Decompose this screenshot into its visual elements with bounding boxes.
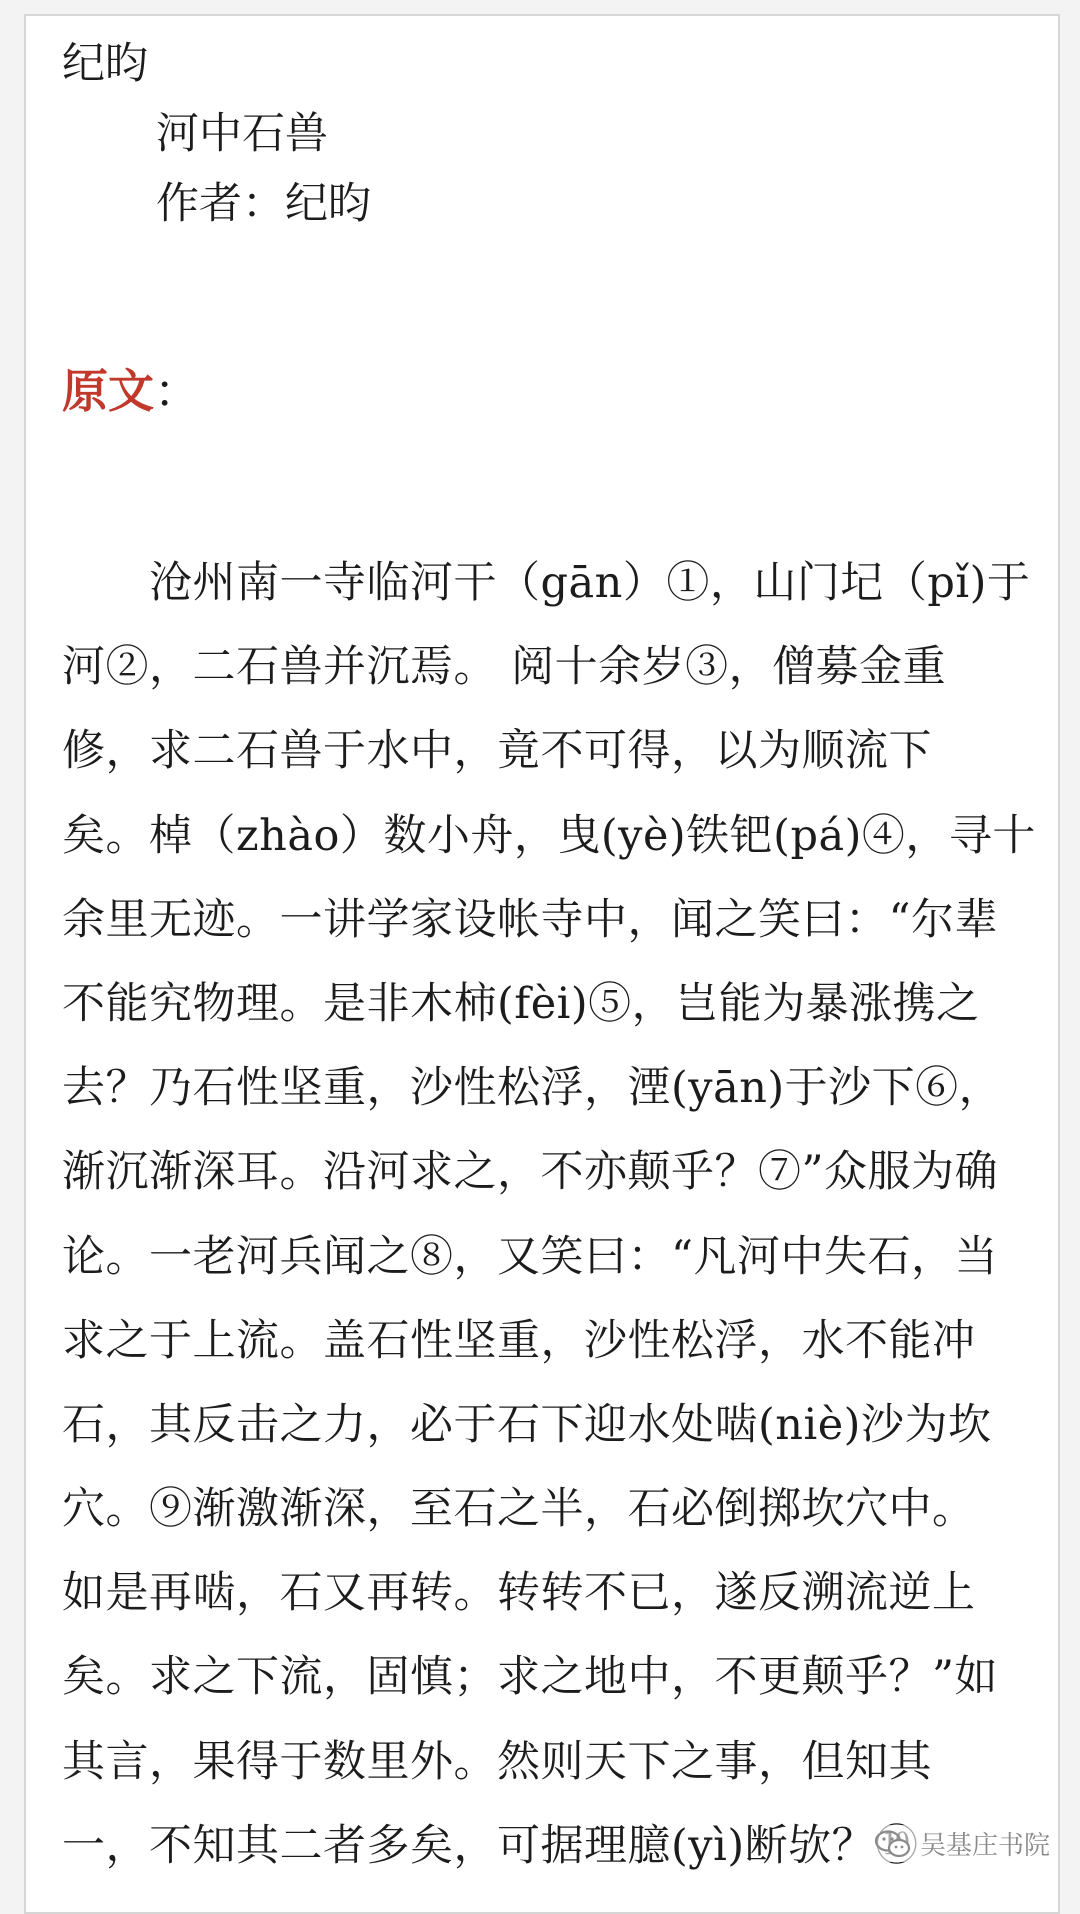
author-line: 作者：纪昀 [156, 174, 371, 234]
watermark [874, 1825, 1050, 1862]
section-heading [62, 361, 200, 421]
text-line: 论。一老河兵闻之⑧，又笑曰：“凡河中失石，当 [62, 1215, 1062, 1299]
original-text [62, 541, 1062, 1888]
watermark-text: 吴基庄书院 [920, 1825, 1050, 1862]
text-line: 穴。⑨渐激渐深，至石之半，石必倒掷坎穴中。 [62, 1467, 1062, 1551]
text-line: 石，其反击之力，必于石下迎水处啮(niè)沙为坎 [62, 1383, 1062, 1467]
text-line: 余里无迹。一讲学家设帐寺中，闻之笑曰：“尔辈 [62, 878, 1062, 962]
text-line: 矣。棹（zhào）数小舟，曳(yè)铁钯(pá)④，寻十 [62, 794, 1062, 878]
text-line: 去？乃石性坚重，沙性松浮，湮(yān)于沙下⑥， [62, 1046, 1062, 1130]
text-line: 河②，二石兽并沉焉。 阅十余岁③，僧募金重 [62, 625, 1062, 709]
section-colon: ： [154, 364, 200, 418]
text-line: 不能究物理。是非木柿(fèi)⑤，岂能为暴涨携之 [62, 962, 1062, 1046]
text-line: 一，不知其二者多矣，可据理臆(yì)断欤？⑩ [62, 1804, 1062, 1888]
text-line: 求之于上流。盖石性坚重，沙性松浮，水不能冲 [62, 1299, 1062, 1383]
wechat-icon [874, 1829, 912, 1859]
text-line: 矣。求之下流，固慎；求之地中，不更颠乎？”如 [62, 1635, 1062, 1719]
text-line: 沧州南一寺临河干（gān）①，山门圮（pǐ)于 [62, 541, 1062, 625]
text-line: 修，求二石兽于水中，竟不可得，以为顺流下 [62, 709, 1062, 793]
section-label: 原文 [62, 364, 154, 418]
author-tag: 纪昀 [62, 34, 148, 94]
text-line: 其言，果得于数里外。然则天下之事，但知其 [62, 1720, 1062, 1804]
article-title: 河中石兽 [156, 104, 328, 164]
text-line: 如是再啮，石又再转。转转不已，遂反溯流逆上 [62, 1551, 1062, 1635]
article-page [24, 14, 1060, 1914]
text-line: 渐沉渐深耳。沿河求之，不亦颠乎？⑦”众服为确 [62, 1130, 1062, 1214]
